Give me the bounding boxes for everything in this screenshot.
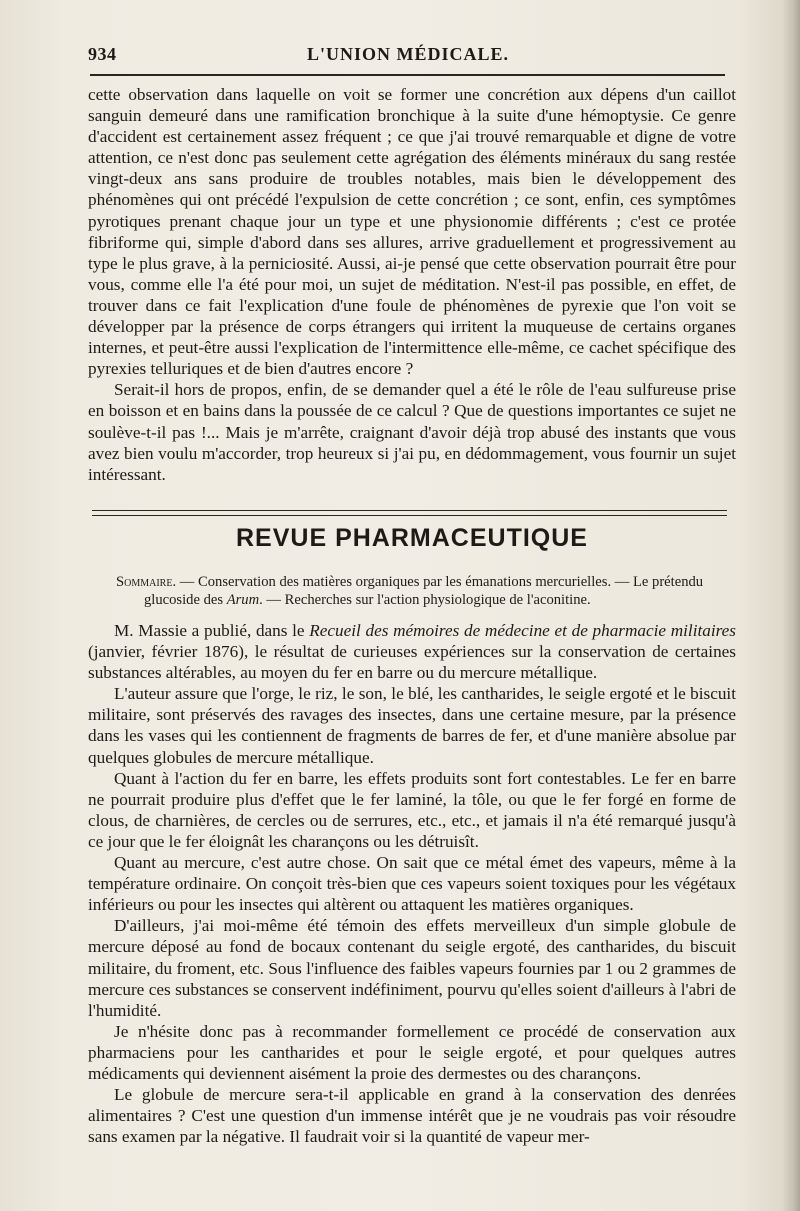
paragraph-lead: M. Massie a publié, dans le xyxy=(114,621,310,640)
summary-italic: Arum xyxy=(226,592,260,608)
paragraph: L'auteur assure que l'orge, le riz, le son, le blé, les cantharides, le seigle ergoté et le biscuit militaire, sont préservés des ravages des insectes, dans une certaine mesure, par la présence dans les vases qui les contiennent de fragments de barres de fer, et d'une manière absolue par quelques globules de mercure métallique. xyxy=(88,684,736,767)
summary-text-end: . — Recherches sur l'action physiologique de l'aconitine. xyxy=(259,592,591,608)
summary-text: — Conservation des matières organiques par les émanations mercurielles. — Le prétendu glucoside des xyxy=(144,574,704,608)
section-title: REVUE PHARMACEUTIQUE xyxy=(236,524,588,552)
page-header xyxy=(88,44,728,70)
running-title: L'UNION MÉDICALE. xyxy=(306,44,510,64)
paragraph: Quant à l'action du fer en barre, les effets produits sont fort contestables. Le fer en barre ne pourrait produire plus d'effet que le fer laminé, la tôle, ou que le fer forgé en forme de clous, de charnières, de cercles ou de serrures, etc., etc., et jamais il n'a été remarqué jusqu'à ce jour que le fer éloignât les charançons ou les détruisît. xyxy=(88,768,736,851)
paragraph: Serait-il hors de propos, enfin, de se demander quel a été le rôle de l'eau sulfureuse prise en boisson et en bains dans la poussée de ce calcul ? Que de questions importantes ce sujet ne soulève-t-il pas !... Mais je m'arrête, craignant d'avoir déjà trop abusé des instants que vous avez bien voulu m'accorder, trop heureux si j'ai pu, en dédommagement, vous fournir un sujet intéressant. xyxy=(88,380,736,484)
paragraph: Quant au mercure, c'est autre chose. On sait que ce métal émet des vapeurs, même à la température ordinaire. On conçoit très-bien que ces vapeurs soient toxiques pour les végétaux inférieurs ou pour les insectes qui altèrent ou attaquent les matières organiques. xyxy=(88,853,736,915)
article-text xyxy=(88,620,736,1147)
paragraph: cette observation dans laquelle on voit se former une concrétion aux dépens d'un caillot sanguin demeuré dans une ramification bronchique à la suite d'une hémoptysie. Ce genre d'accident est certainement assez fréquent ; ce que j'ai trouvé remarquable et digne de votre attention, ce n'est donc pas seulement cette agrégation des éléments minéraux du sang restée vingt-deux ans sans produire de troubles notables, mais bien le développement des phénomènes qui ont précédé l'expulsion de cette concrétion ; ce sont, enfin, ces symptômes pyrotiques prenant chaque jour un type et une physionomie différents ; c'est ce protée fibriforme qui, simple d'abord dans ses allures, arrive graduellement et progressivement au type le plus grave, à la perniciosité. Aussi, ai-je pensé que cette observation pourrait être pour vous, comme elle l'a été pour moi, un sujet de méditation. N'est-il pas possible, en effet, de trouver dans ce fait l'explication d'une foule de phénomènes de pyrexie que l'on voit se développer par la présence de corps étrangers qui irritent la muqueuse de certains organes internes, et peut-être aussi l'explication de l'intermittence elle-même, ce cachet spécifique des pyrexies telluriques et de bien d'autres encore ? xyxy=(88,85,736,379)
header-rule xyxy=(90,74,725,76)
paragraph xyxy=(88,620,736,683)
journal-title: Recueil des mémoires de médecine et de pharmacie militaires xyxy=(309,621,736,640)
paragraph: Le globule de mercure sera-t-il applicable en grand à la conservation des denrées alimentaires ? C'est une question d'un immense intérêt que je ne voudrais pas voir résoudre sans examen par la négative. Il faudrait voir si la quantité de vapeur mer- xyxy=(88,1085,736,1147)
paragraph: Je n'hésite donc pas à recommander formellement ce procédé de conservation aux pharmaciens pour les cantharides et pour le seigle ergoté, et pour quelques autres médicaments qui deviennent aisément la proie des dermestes ou des charançons. xyxy=(88,1021,736,1083)
page-edge-shadow xyxy=(782,0,800,1211)
summary-label: Sommaire. xyxy=(116,574,177,590)
previous-article-text xyxy=(88,84,736,485)
paragraph-rest: (janvier, février 1876), le résultat de curieuses expériences sur la conservation de certaines substances altérables, au moyen du fer en barre ou du mercure métallique. xyxy=(88,642,736,683)
section-divider xyxy=(92,510,727,516)
paragraph: D'ailleurs, j'ai moi-même été témoin des effets merveilleux d'un simple globule de mercure déposé au fond de bocaux contenant du seigle ergoté, des cantharides, du biscuit militaire, du froment, etc. Sous l'influence des faibles vapeurs fournies par 1 ou 2 grammes de mercure ces substances se conservent indéfiniment, pourvu qu'elles soient d'ailleurs à l'abri de l'humidité. xyxy=(88,916,736,1020)
section-summary xyxy=(116,573,736,609)
page-number: 934 xyxy=(88,44,117,64)
